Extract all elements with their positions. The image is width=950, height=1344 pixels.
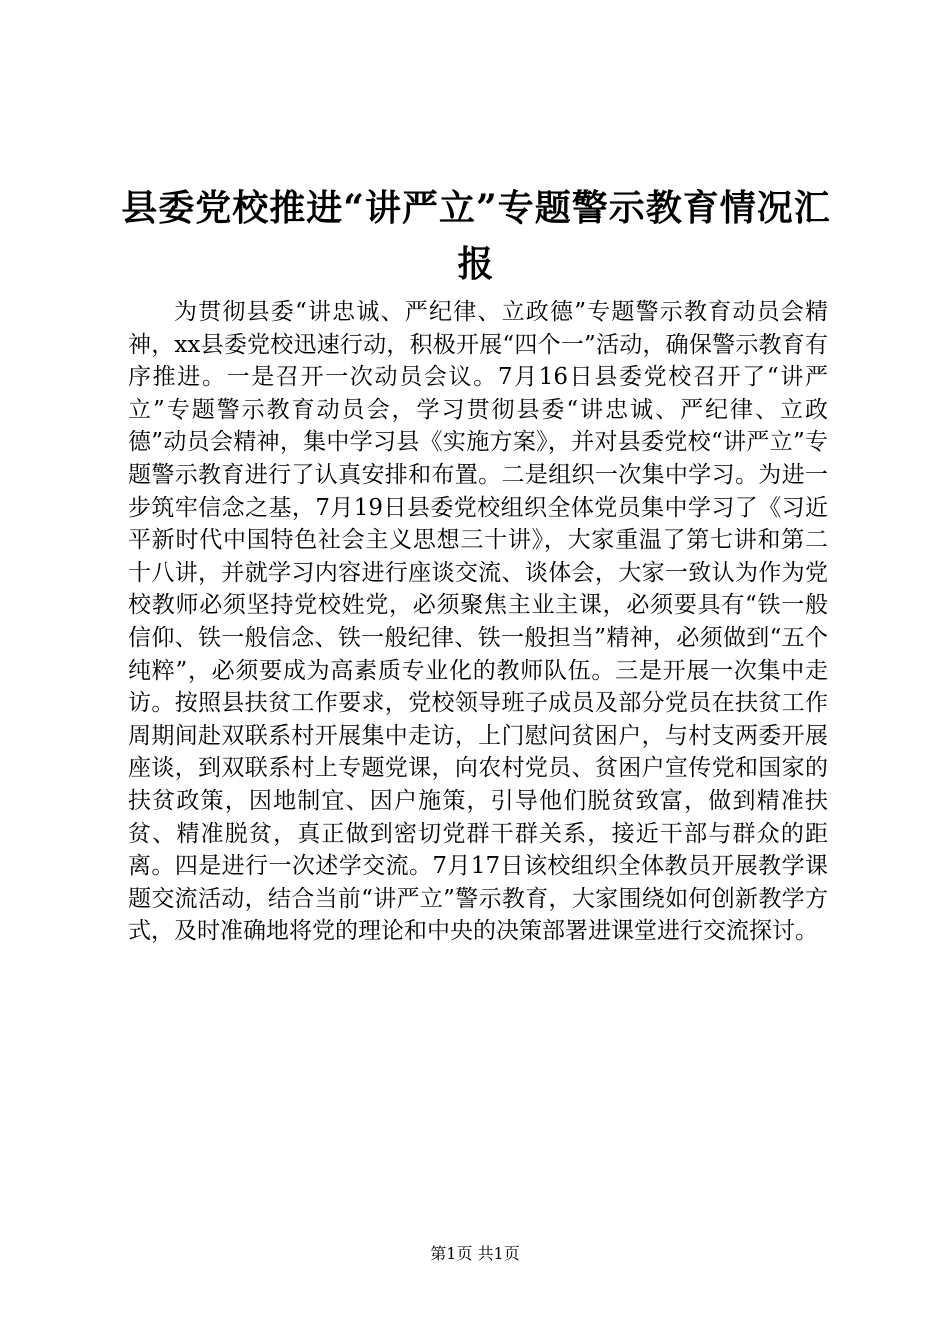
document-body-paragraph: 为贯彻县委“讲忠诚、严纪律、立政德”专题警示教育动员会精神，xx县委党校迅速行动，积极开展“四个一”活动，确保警示教育有序推进。一是召开一次动员会议。7月16日县委党校召开了“讲严立”专题警示教育动员会，学习贯彻县委“讲忠诚、严纪律、立政德”动员会精神，集中学习县《实施方案》，并对县委党校“讲严立”专题警示教育进行了认真安排和布置。二是组织一次集中学习。为进一步筑牢信念之基，7月19日县委党校组织全体党员集中学习了《习近平新时代中国特色社会主义思想三十讲》，大家重温了第七讲和第二十八讲，并就学习内容进行座谈交流、谈体会，大家一致认为作为党校教师必须坚持党校姓党，必须聚焦主业主课，必须要具有“铁一般信仰、铁一般信念、铁一般纪律、铁一般担当”精神，必须做到“五个纯粹”，必须要成为高素质专业化的教师队伍。三是开展一次集中走访。按照县扶贫工作要求，党校领导班子成员及部分党员在扶贫工作周期间赴双联系村开展集中走访，上门慰问贫困户，与村支两委开展座谈，到双联系村上专题党课，向农村党员、贫困户宣传党和国家的扶贫政策，因地制宜、因户施策，引导他们脱贫致富，做到精准扶贫、精准脱贫，真正做到密切党群干群关系，接近干部与群众的距离。四是进行一次述学交流。7月17日该校组织全体教员开展教学课题交流活动，结合当前“讲严立”警示教育，大家围绕如何创新教学方式，及时准确地将党的理论和中央的决策部署进课堂进行交流探讨。 [128, 299, 828, 945]
document-title: 县委党校推进“讲严立”专题警示教育情况汇报 [121, 187, 831, 285]
page-footer: 第1页 共1页 [430, 1244, 520, 1263]
